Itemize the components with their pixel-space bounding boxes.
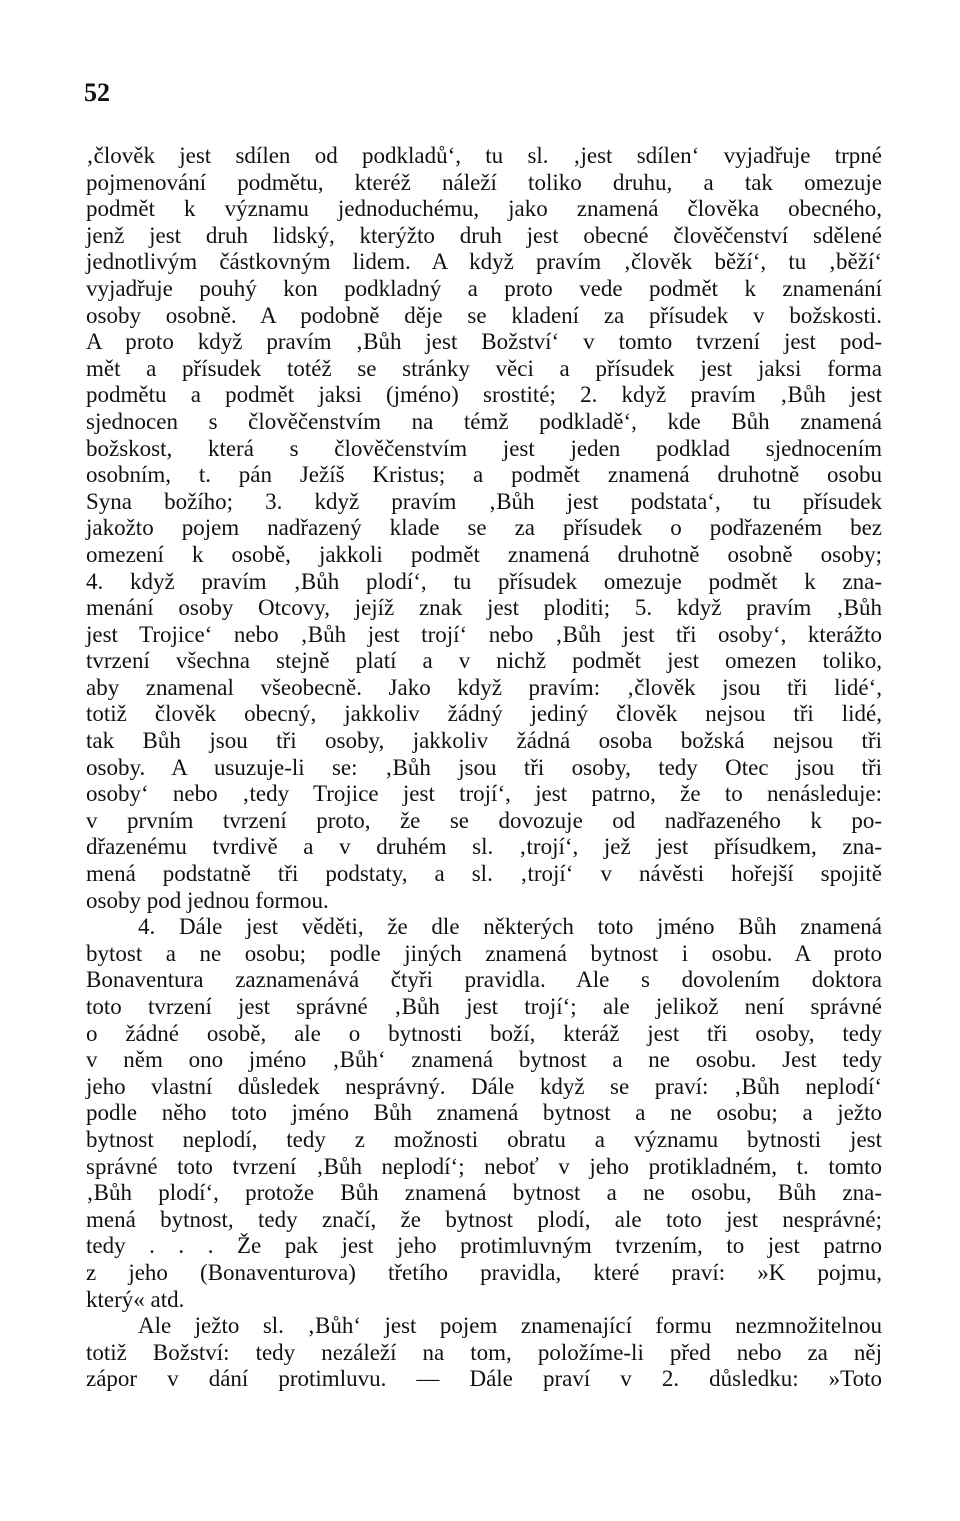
text-line: podmětu a podmět jaksi (jméno) srostité; 2. když pravím ‚Bůh jest	[86, 382, 882, 408]
text-line: osoby‘ nebo ‚tedy Trojice jest trojí‘, jest patrno, že to nenásleduje:	[86, 781, 882, 807]
paragraph	[86, 143, 882, 914]
text-line: bytnost neplodí, tedy z možnosti obratu a významu bytnosti jest	[86, 1126, 882, 1152]
text-line: zápor v dání protimluvu. — Dále praví v 2. důsledku: »Toto	[86, 1366, 882, 1392]
text-line: osoby. A usuzuje-li se: ‚Bůh jsou tři osoby, tedy Otec jsou tři	[86, 754, 882, 780]
text-line: A proto když pravím ‚Bůh jest Božství‘ v tomto tvrzení jest pod-	[86, 329, 882, 355]
text-line: z jeho (Bonaventurova) třetího pravidla, které praví: »K pojmu,	[86, 1259, 882, 1285]
text-line: božskost, která s člověčenstvím jest jeden podklad sjednocením	[86, 435, 882, 461]
text-line: podle něho toto jméno Bůh znamená bytnost a ne osobu; a ježto	[86, 1100, 882, 1126]
text-line: bytost a ne osobu; podle jiných znamená bytnost i osobu. A proto	[86, 940, 882, 966]
text-line: mená podstatně tři podstaty, a sl. ‚trojí‘ v návěsti hořejší spojitě	[86, 861, 882, 887]
text-line: v prvním tvrzení proto, že se dovozuje od nadřazeného k po-	[86, 807, 882, 833]
text-line: jednotlivým částkovným lidem. A když pravím ‚člověk běží‘, tu ‚běží‘	[86, 249, 882, 275]
text-line: o žádné osobě, ale o bytnosti boží, kteráž jest tři osoby, tedy	[86, 1020, 882, 1046]
text-line: sjednocen s člověčenstvím na témž podkladě‘, kde Bůh znamená	[86, 408, 882, 434]
text-line: správné toto tvrzení ‚Bůh neplodí‘; neboť v jeho protikladném, t. tomto	[86, 1153, 882, 1179]
text-line: osobním, t. pán Ježíš Kristus; a podmět znamená druhotně osobu	[86, 462, 882, 488]
text-line: v něm ono jméno ‚Bůh‘ znamená bytnost a ne osobu. Jest tedy	[86, 1047, 882, 1073]
text-line: ‚Bůh plodí‘, protože Bůh znamená bytnost a ne osobu, Bůh zna-	[86, 1180, 882, 1206]
text-line: pojmenování podmětu, kteréž náleží toliko druhu, a tak omezuje	[86, 169, 882, 195]
text-line: omezení k osobě, jakkoli podmět znamená druhotně osobně osoby;	[86, 541, 882, 567]
text-line: jakožto pojem nadřazený klade se za přísudek o podřazeném bez	[86, 515, 882, 541]
text-line: Ale ježto sl. ‚Bůh‘ jest pojem znamenající formu nezmnožitelnou	[138, 1313, 882, 1339]
paragraph	[86, 1313, 882, 1393]
text-line: Syna božího; 3. když pravím ‚Bůh jest podstata‘, tu přísudek	[86, 488, 882, 514]
text-line: jest Trojice‘ nebo ‚Bůh jest trojí‘ nebo ‚Bůh jest tři osoby‘, kterážto	[86, 621, 882, 647]
text-line: ‚člověk jest sdílen od podkladů‘, tu sl. ‚jest sdílen‘ vyjadřuje trpné	[86, 143, 882, 168]
text-line: tak Bůh jsou tři osoby, jakkoliv žádná osoba božská nejsou tři	[86, 728, 882, 754]
text-line: tvrzení všechna stejně platí a v nichž podmět jest omezen toliko,	[86, 648, 882, 674]
text-line: osoby osobně. A podobně děje se kladení za přísudek v božskosti.	[86, 302, 882, 328]
text-line: menání osoby Otcovy, jejíž znak jest ploditi; 5. když pravím ‚Bůh	[86, 595, 882, 621]
text-line: jenž jest druh lidský, kterýžto druh jest obecné člověčenství sdělené	[86, 222, 882, 248]
body-text	[86, 143, 882, 1393]
text-line: aby znamenal všeobecně. Jako když pravím: ‚člověk jsou tři lidé‘,	[86, 674, 882, 700]
text-line: tedy . . . Že pak jest jeho protimluvným tvrzením, to jest patrno	[86, 1233, 882, 1259]
text-line: jeho vlastní důsledek nesprávný. Dále když se praví: ‚Bůh neplodí‘	[86, 1073, 882, 1099]
text-line: vyjadřuje pouhý kon podkladný a proto vede podmět k znamenání	[86, 275, 882, 301]
text-line: který« atd.	[86, 1286, 185, 1312]
text-line: 4. když pravím ‚Bůh plodí‘, tu přísudek omezuje podmět k zna-	[86, 568, 882, 594]
text-line: dřazenému tvrdivě a v druhém sl. ‚trojí‘, jež jest přísudkem, zna-	[86, 834, 882, 860]
text-line: 4. Dále jest věděti, že dle některých toto jméno Bůh znamená	[138, 914, 882, 940]
text-line: podmět k významu jednoduchému, jako znamená člověka obecného,	[86, 196, 882, 222]
text-line: toto tvrzení jest správné ‚Bůh jest trojí‘; ale jelikož není správné	[86, 994, 882, 1019]
text-line: totiž Božství: tedy nezáleží na tom, položíme-li před nebo za něj	[86, 1339, 882, 1365]
text-line: osoby pod jednou formou.	[86, 887, 329, 913]
text-line: mená bytnost, tedy značí, že bytnost plodí, ale toto jest nesprávné;	[86, 1206, 882, 1232]
text-line: Bonaventura zaznamenává čtyři pravidla. Ale s dovolením doktora	[86, 967, 882, 993]
text-line: mět a přísudek totéž se stránky věci a přísudek jest jaksi forma	[86, 355, 882, 381]
text-line: totiž člověk obecný, jakkoliv žádný jediný člověk nejsou tři lidé,	[86, 701, 882, 727]
page-number: 52	[84, 78, 110, 107]
paragraph	[86, 914, 882, 1313]
